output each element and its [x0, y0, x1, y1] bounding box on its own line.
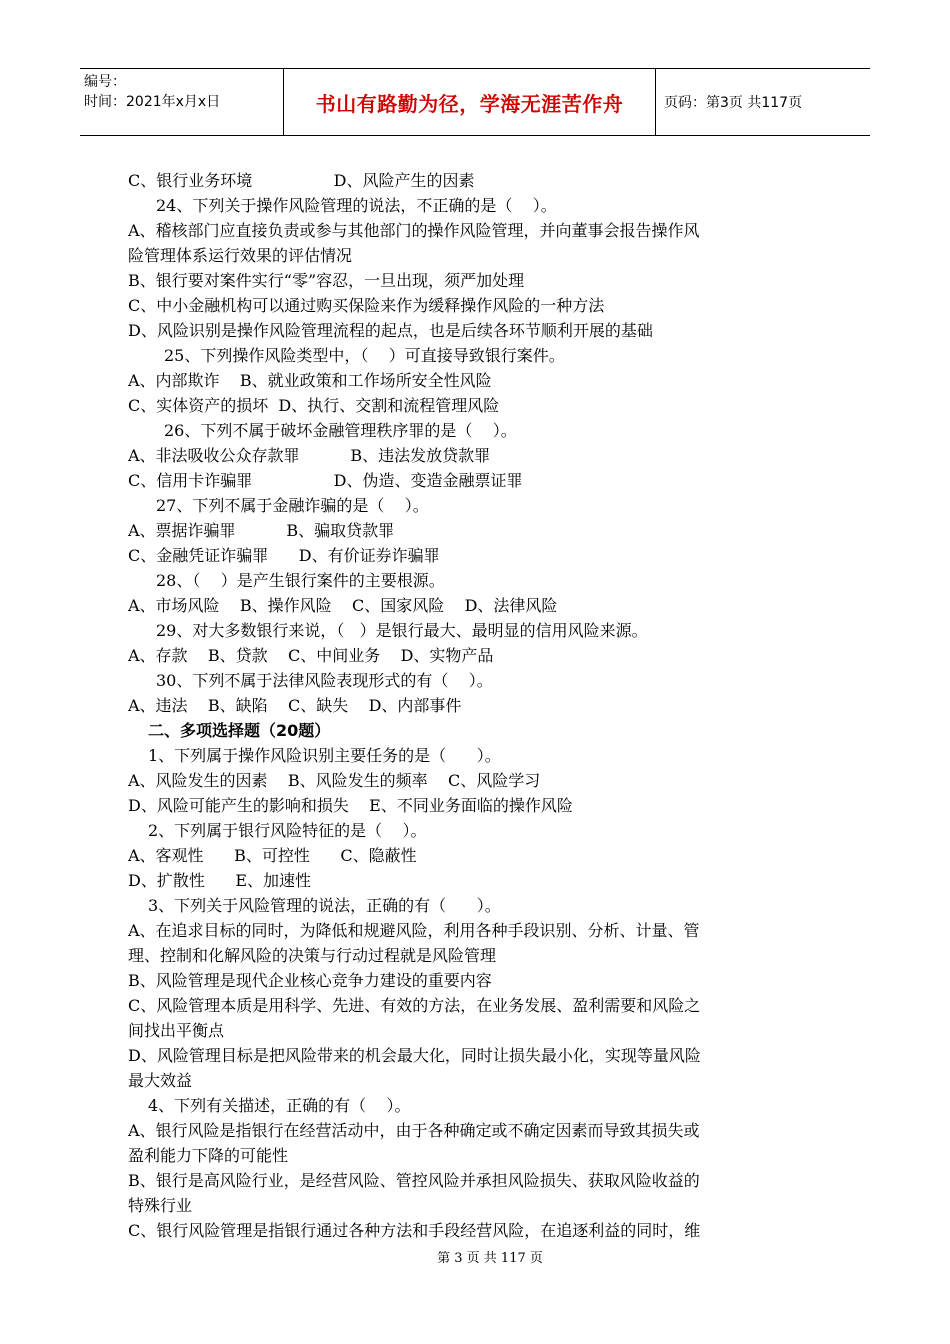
question-line: 25、下列操作风险类型中，（ ）可直接导致银行案件。	[164, 346, 565, 365]
question-line: 4、下列有关描述，正确的有（ ）。	[148, 1096, 411, 1115]
text-line: A、违法 B、缺陷 C、缺失 D、内部事件	[128, 696, 462, 715]
section-heading: 二、多项选择题（20题）	[148, 721, 331, 740]
text-line: D、扩散性 E、加速性	[128, 871, 312, 890]
text-line: A、票据诈骗罪 B、骗取贷款罪	[128, 521, 395, 540]
text-line: C、金融凭证诈骗罪 D、有价证券诈骗罪	[128, 546, 440, 565]
text-line: A、风险发生的因素 B、风险发生的频率 C、风险学习	[128, 771, 541, 790]
question-line: 29、对大多数银行来说，（ ）是银行最大、最明显的信用风险来源。	[156, 621, 648, 640]
text-line: A、在追求目标的同时，为降低和规避风险，利用各种手段识别、分析、计量、管	[128, 921, 700, 940]
text-line: B、银行是高风险行业，是经营风险、管控风险并承担风险损失、获取风险收益的	[128, 1171, 700, 1190]
text-line: A、客观性 B、可控性 C、隐蔽性	[128, 846, 417, 865]
question-line: 2、下列属于银行风险特征的是（ ）。	[148, 821, 427, 840]
text-line: 理、控制和化解风险的决策与行动过程就是风险管理	[128, 946, 497, 965]
text-line: 特殊行业	[128, 1196, 193, 1215]
text-line: A、银行风险是指银行在经营活动中，由于各种确定或不确定因素而导致其损失或	[128, 1121, 700, 1140]
text-line: C、实体资产的损坏 D、执行、交割和流程管理风险	[128, 396, 500, 415]
question-line: 1、下列属于操作风险识别主要任务的是（ ）。	[148, 746, 501, 765]
text-line: C、中小金融机构可以通过购买保险来作为缓释操作风险的一种方法	[128, 296, 605, 315]
question-line: 26、下列不属于破坏金融管理秩序罪的是（ ）。	[164, 421, 517, 440]
text-line: 险管理体系运行效果的评估情况	[128, 246, 353, 265]
text-line: 最大效益	[128, 1071, 193, 1090]
page-footer: 第 3 页 共 117 页	[437, 1251, 543, 1266]
text-line: B、银行要对案件实行“零”容忍，一旦出现，须严加处理	[128, 271, 525, 290]
text-line: A、内部欺诈 B、就业政策和工作场所安全性风险	[128, 371, 492, 390]
document-number-label: 编号：	[84, 74, 126, 90]
page-header	[80, 68, 870, 136]
text-line: B、风险管理是现代企业核心竞争力建设的重要内容	[128, 971, 492, 990]
question-line: 28、（ ）是产生银行案件的主要根源。	[156, 571, 445, 590]
question-line: 24、下列关于操作风险管理的说法，不正确的是（ ）。	[156, 196, 557, 215]
text-line: A、非法吸收公众存款罪 B、违法发放贷款罪	[128, 446, 491, 465]
text-line: D、风险可能产生的影响和损失 E、不同业务面临的操作风险	[128, 796, 573, 815]
text-line: C、银行风险管理是指银行通过各种方法和手段经营风险，在追逐利益的同时，维	[128, 1221, 701, 1240]
question-line: 3、下列关于风险管理的说法，正确的有（ ）。	[148, 896, 501, 915]
text-line: D、风险管理目标是把风险带来的机会最大化，同时让损失最小化，实现等量风险	[128, 1046, 701, 1065]
text-line: D、风险识别是操作风险管理流程的起点，也是后续各环节顺利开展的基础	[128, 321, 653, 340]
question-line: 30、下列不属于法律风险表现形式的有（ ）。	[156, 671, 493, 690]
text-line: C、信用卡诈骗罪 D、伪造、变造金融票证罪	[128, 471, 523, 490]
text-line: 盈利能力下降的可能性	[128, 1146, 289, 1165]
text-line: A、市场风险 B、操作风险 C、国家风险 D、法律风险	[128, 596, 558, 615]
text-line: C、银行业务环境 D、风险产生的因素	[128, 171, 475, 190]
header-motto: 书山有路勤为径，学海无涯苦作舟	[284, 69, 656, 135]
document-body	[128, 168, 828, 1243]
document-date-label: 时间：2021年x月x日	[84, 94, 221, 110]
text-line: A、存款 B、贷款 C、中间业务 D、实物产品	[128, 646, 494, 665]
text-line: 间找出平衡点	[128, 1021, 225, 1040]
text-line: C、风险管理本质是用科学、先进、有效的方法，在业务发展、盈利需要和风险之	[128, 996, 701, 1015]
text-line: A、稽核部门应直接负责或参与其他部门的操作风险管理，并向董事会报告操作风	[128, 221, 700, 240]
header-page-number: 页码：第3页 共117页	[664, 95, 803, 111]
question-line: 27、下列不属于金融诈骗的是（ ）。	[156, 496, 429, 515]
header-meta	[80, 69, 284, 135]
